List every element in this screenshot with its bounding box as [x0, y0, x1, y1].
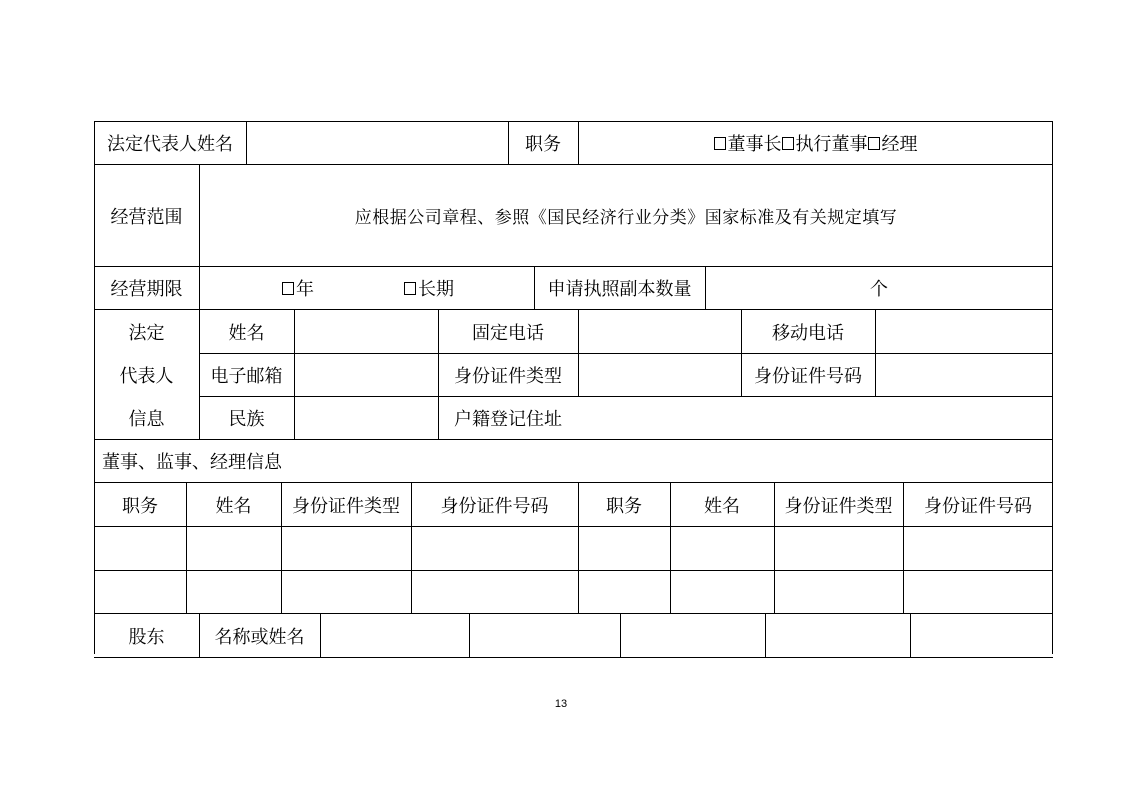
business-scope-note: 应根据公司章程、参照《国民经济行业分类》国家标准及有关规定填写: [354, 208, 898, 228]
header-position: 职务: [122, 495, 158, 517]
row-legal-rep-name: [94, 121, 1053, 165]
legal-rep-info-label: 法定 代表人 信息: [119, 322, 174, 430]
officers-header-row: [94, 483, 1053, 527]
business-term-label: 经营期限: [110, 279, 183, 300]
copies-unit: 个: [870, 279, 888, 300]
shareholder-name-field[interactable]: [620, 614, 765, 657]
rep-mobile-label: 移动电话: [772, 322, 844, 344]
shareholder-label: 股东: [128, 626, 165, 648]
rep-address-label: 户籍登记住址: [454, 408, 562, 430]
term-year-option[interactable]: 年: [278, 267, 318, 309]
rep-id-type-label: 身份证件类型: [454, 365, 562, 387]
header-id-number-2: 身份证件号码: [924, 495, 1032, 517]
license-copies-field[interactable]: [705, 267, 1053, 309]
checkbox-icon[interactable]: [868, 137, 880, 150]
position-options: [578, 122, 1053, 164]
shareholder-name-field[interactable]: [320, 614, 469, 657]
rep-mobile-field[interactable]: [875, 310, 1053, 353]
header-position-2: 职务: [606, 495, 642, 517]
table-row[interactable]: [94, 571, 1053, 614]
rep-email-label: 电子邮箱: [210, 365, 283, 387]
checkbox-icon[interactable]: [782, 137, 794, 150]
rep-id-number-field[interactable]: [875, 353, 1053, 396]
rep-id-type-field[interactable]: [578, 353, 741, 396]
officers-title: 董事、监事、经理信息: [102, 452, 282, 473]
position-label: 职务: [525, 134, 561, 155]
shareholder-name-field[interactable]: [765, 614, 910, 657]
license-copies-label: 申请执照副本数量: [547, 279, 692, 300]
legal-rep-name-field[interactable]: [246, 122, 508, 164]
row-shareholder: [94, 614, 1053, 658]
rep-email-field[interactable]: [294, 353, 438, 396]
shareholder-name-field[interactable]: [910, 614, 1053, 657]
checkbox-icon[interactable]: [714, 137, 726, 150]
rep-name-label: 姓名: [228, 322, 265, 344]
header-name: 姓名: [215, 495, 252, 517]
checkbox-icon[interactable]: [282, 282, 294, 295]
header-id-type-2: 身份证件类型: [784, 495, 893, 517]
shareholder-name-field[interactable]: [469, 614, 620, 657]
rep-name-field[interactable]: [294, 310, 438, 353]
rep-fixed-phone-label: 固定电话: [472, 322, 544, 344]
page-number: 13: [554, 698, 568, 710]
business-scope-label: 经营范围: [110, 206, 183, 228]
rep-fixed-phone-field[interactable]: [578, 310, 741, 353]
rep-id-number-label: 身份证件号码: [754, 365, 862, 387]
header-id-type: 身份证件类型: [292, 495, 400, 517]
checkbox-icon[interactable]: [404, 282, 416, 295]
legal-rep-info-block: [94, 310, 1053, 440]
option-manager[interactable]: 经理: [868, 130, 918, 156]
rep-ethnicity-label: 民族: [228, 408, 265, 430]
header-id-number: 身份证件号码: [440, 495, 549, 517]
option-executive-director[interactable]: 执行董事: [782, 130, 868, 156]
table-row[interactable]: [94, 527, 1053, 571]
row-business-scope: [94, 165, 1053, 267]
legal-rep-name-label: 法定代表人姓名: [107, 134, 233, 155]
row-business-term: [94, 267, 1053, 310]
option-chairman[interactable]: 董事长: [714, 130, 782, 156]
term-long-option[interactable]: 长期: [399, 267, 459, 309]
row-officers-title: [94, 440, 1053, 483]
registration-form: [94, 121, 1053, 658]
header-name-2: 姓名: [704, 495, 740, 517]
rep-address-field[interactable]: [578, 396, 1053, 439]
shareholder-name-label: 名称或姓名: [214, 626, 305, 648]
rep-ethnicity-field[interactable]: [294, 396, 438, 439]
